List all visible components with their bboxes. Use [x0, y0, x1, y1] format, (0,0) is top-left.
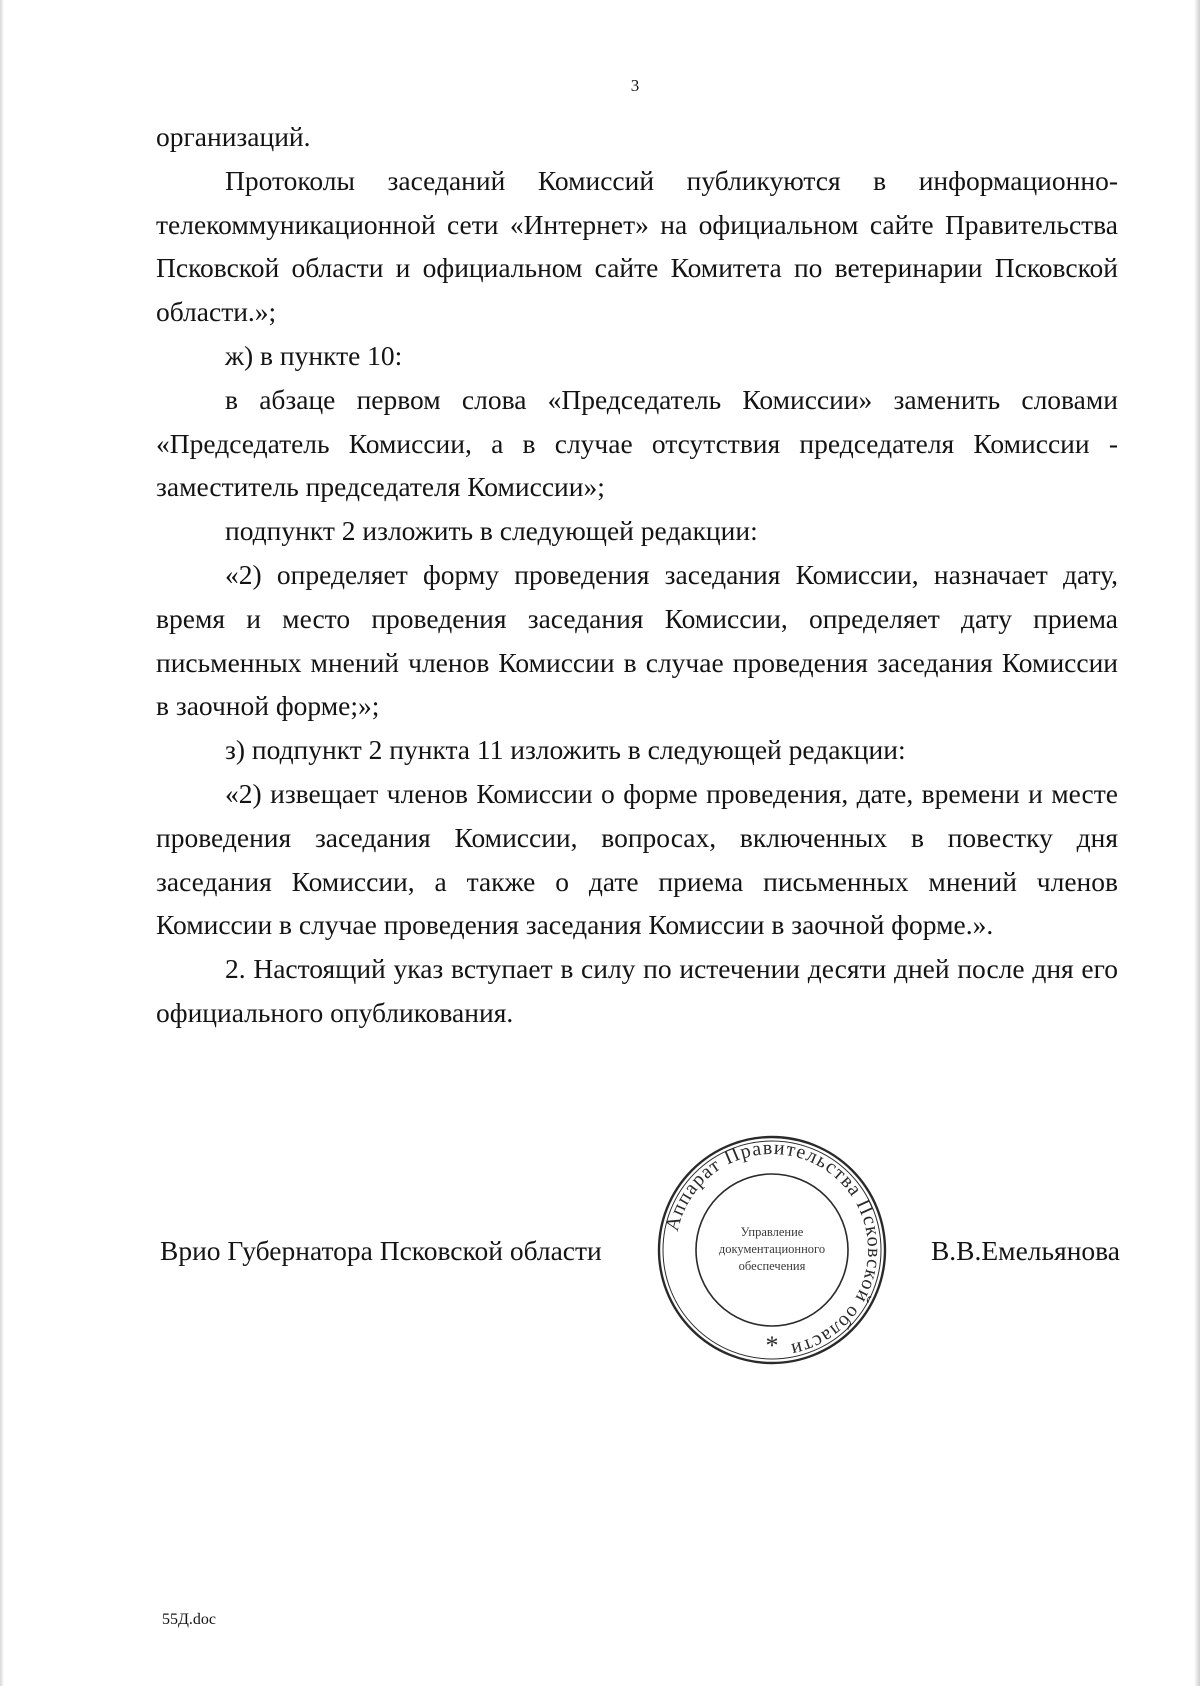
paragraph: организаций. — [156, 121, 311, 152]
paragraph: «2) извещает членов Комиссии о форме проведения, дате, времени и месте проведения заседания Комиссии, вопросах, включенных в повестку дня заседания Комиссии, а также о дате приема письменных мнений членов Комиссии в случае проведения заседания Комиссии в заочной форме.». — [156, 777, 1118, 941]
page-edge-left — [0, 0, 4, 1686]
seal-center-line: обеспечения — [738, 1259, 806, 1273]
seal-center-line: документационного — [718, 1242, 826, 1256]
page-edge-right — [1194, 0, 1200, 1686]
page-number: 3 — [630, 76, 640, 95]
signatory-position: Врио Губернатора Псковской области — [160, 1235, 602, 1266]
seal-star-icon: * — [765, 1331, 779, 1360]
seal-center-text — [719, 1225, 825, 1273]
paragraph: подпункт 2 изложить в следующей редакции: — [225, 515, 758, 547]
paragraph: з) подпункт 2 пункта 11 изложить в следующей редакции: — [225, 734, 906, 766]
paragraph: Протоколы заседаний Комиссий публикуются в информационно-телекоммуникационной сети «Интернет» на официальном сайте Правительства Псковской области и официальном сайте Комитета по ветеринарии Псковской области.»; — [156, 164, 1118, 328]
paragraph: в абзаце первом слова «Председатель Комиссии» заменить словами «Председатель Комиссии, а в случае отсутствия председателя Комиссии - заместитель председателя Комиссии»; — [156, 383, 1118, 503]
signatory-name: В.В.Емельянова — [930, 1235, 1120, 1266]
paragraph: ж) в пункте 10: — [225, 339, 403, 371]
footer-filename: 55Д.doc — [162, 1611, 217, 1628]
seal-ring-text: Аппарат Правительства Псковской области — [660, 1136, 886, 1362]
document-body — [156, 115, 1118, 1035]
paragraph: 2. Настоящий указ вступает в силу по истечении десяти дней после дня его официального опубликования. — [156, 953, 1118, 1028]
official-seal — [654, 1132, 890, 1368]
paragraph: «2) определяет форму проведения заседания Комиссии, назначает дату, время и место проведения заседания Комиссии, определяет дату приема письменных мнений членов Комиссии в случае проведения заседания Комиссии в заочной форме;»; — [156, 558, 1118, 722]
seal-center-line: Управление — [740, 1225, 804, 1239]
